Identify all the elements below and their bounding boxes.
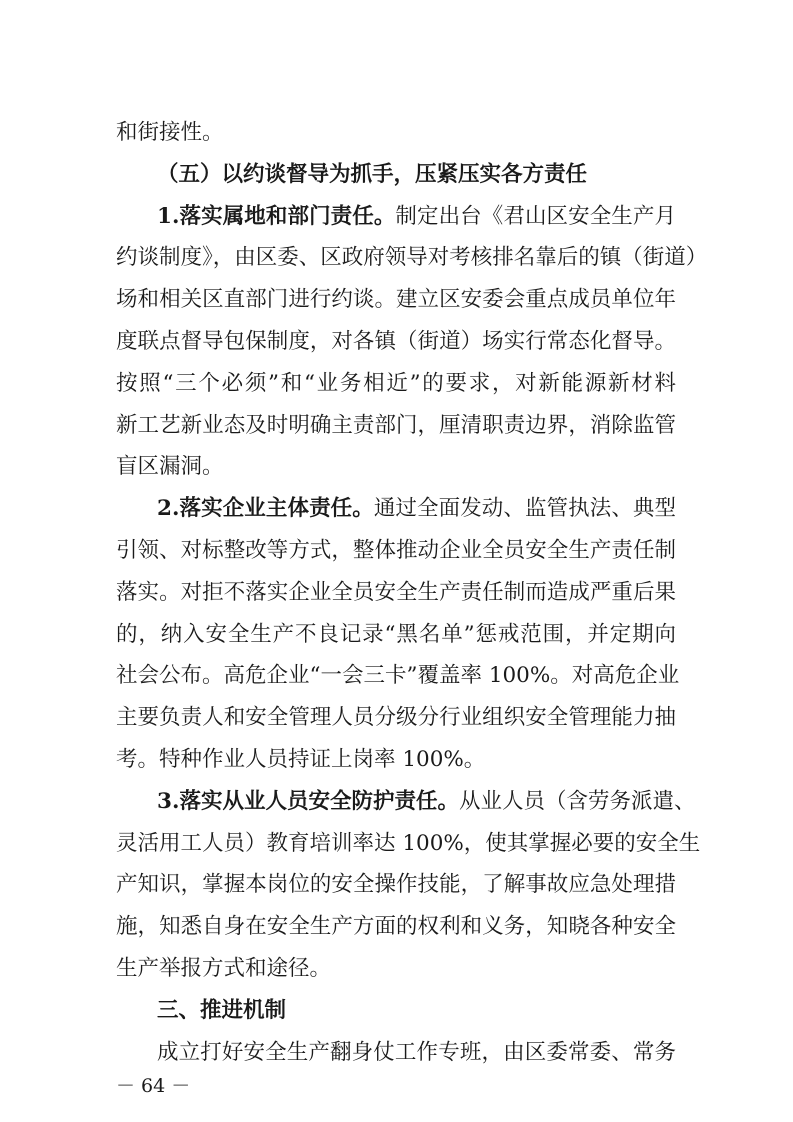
paragraph-line: 引领、对标整改等方式，整体推动企业全员安全生产责任制 bbox=[116, 538, 676, 563]
paragraph-line: 的，纳入安全生产不良记录“黑名单”惩戒范围，并定期向 bbox=[116, 621, 676, 647]
section-heading: 三、推进机制 bbox=[157, 997, 287, 1023]
paragraph-line: 灵活用工人员）教育培训率达 100%，使其掌握必要的安全生 bbox=[116, 830, 701, 856]
paragraph-line: 生产举报方式和途径。 bbox=[116, 956, 332, 981]
paragraph-line: 考。特种作业人员持证上岗率 100%。 bbox=[116, 747, 486, 772]
item-heading-2: 2.落实企业主体责任。 bbox=[157, 496, 374, 522]
paragraph-line: 成立打好安全生产翻身仗工作专班，由区委常委、常务 bbox=[157, 1039, 676, 1065]
paragraph-line: 3.落实从业人员安全防护责任。从业人员（含劳务派遣、 bbox=[157, 788, 696, 814]
paragraph-line: 按照“三个必须”和“业务相近”的要求，对新能源新材料 bbox=[116, 370, 676, 396]
paragraph-line: 落实。对拒不落实企业全员安全生产责任制而造成严重后果 bbox=[116, 579, 676, 605]
paragraph-line: 场和相关区直部门进行约谈。建立区安委会重点成员单位年 bbox=[116, 287, 676, 313]
paragraph-line: 和街接性。 bbox=[116, 120, 224, 145]
paragraph-line: 2.落实企业主体责任。通过全面发动、监管执法、典型 bbox=[157, 496, 676, 522]
item-heading-1: 1.落实属地和部门责任。 bbox=[157, 203, 396, 229]
section-heading-5: （五）以约谈督导为抓手，压紧压实各方责任 bbox=[157, 161, 588, 187]
paragraph-line: 产知识，掌握本岗位的安全操作技能，了解事故应急处理措 bbox=[116, 872, 676, 898]
page-number: － 64 － bbox=[116, 1075, 191, 1098]
item-heading-3: 3.落实从业人员安全防护责任。 bbox=[157, 788, 459, 814]
paragraph-line: 度联点督导包保制度，对各镇（街道）场实行常态化督导。 bbox=[116, 329, 676, 354]
paragraph-line: 盲区漏洞。 bbox=[116, 454, 224, 480]
paragraph-line: 主要负责人和安全管理人员分级分行业组织安全管理能力抽 bbox=[116, 705, 676, 731]
paragraph-line: 约谈制度》，由区委、区政府领导对考核排名靠后的镇（街道） bbox=[116, 245, 708, 271]
paragraph-line: 施，知悉自身在安全生产方面的权利和义务，知晓各种安全 bbox=[116, 914, 676, 940]
paragraph-line: 社会公布。高危企业“一会三卡”覆盖率 100%。对高危企业 bbox=[116, 663, 680, 689]
paragraph-line: 新工艺新业态及时明确主责部门，厘清职责边界，消除监管 bbox=[116, 412, 676, 438]
paragraph-line: 1.落实属地和部门责任。制定出台《君山区安全生产月 bbox=[157, 203, 676, 229]
